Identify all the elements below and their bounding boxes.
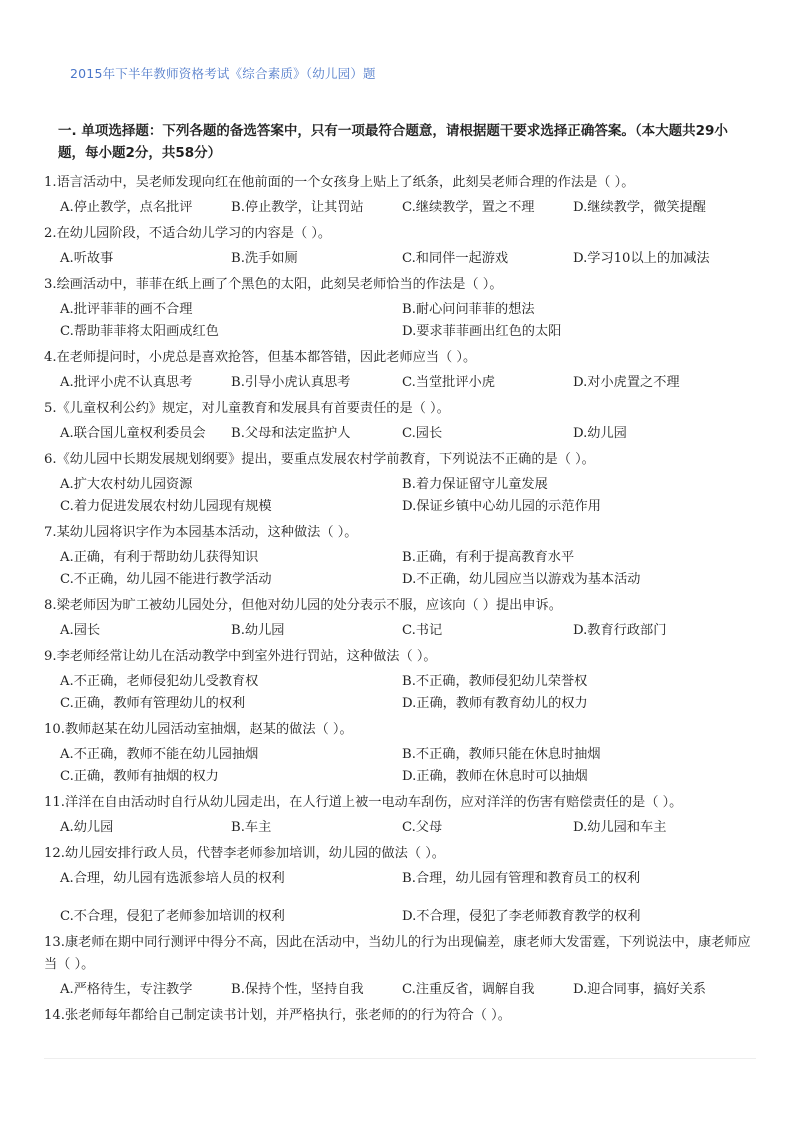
option-b: B.耐心问问菲菲的想法	[402, 302, 535, 317]
option-b: B.不正确，教师侵犯幼儿荣誉权	[402, 674, 588, 689]
option-d: D.幼儿园	[573, 426, 627, 441]
option-a: A.批评小虎不认真思考	[60, 375, 193, 390]
question-14	[44, 1005, 756, 1027]
question-stem: 13.康老师在期中同行测评中得分不高，因此在活动中，当幼儿的行为出现偏差，康老师大发雷霆，下列说法中，康老师应当（ ）。	[44, 935, 751, 972]
option-a: A.联合国儿童权利委员会	[60, 426, 206, 441]
option-d: D.正确，教师在休息时可以抽烟	[402, 769, 588, 784]
option-b: B.合理，幼儿园有管理和教育员工的权利	[402, 871, 641, 886]
question-12	[44, 843, 756, 928]
option-c: C.和同伴一起游戏	[402, 251, 509, 266]
option-b: B.引导小虎认真思考	[231, 375, 351, 390]
option-d: D.幼儿园和车主	[573, 820, 667, 835]
option-b: B.保持个性，坚持自我	[231, 982, 364, 997]
option-a: A.听故事	[60, 251, 114, 266]
question-3	[44, 274, 756, 343]
question-10	[44, 719, 756, 788]
question-7	[44, 522, 756, 591]
option-c: C.注重反省，调解自我	[402, 982, 535, 997]
option-d: D.教育行政部门	[573, 623, 667, 638]
question-stem: 12.幼儿园安排行政人员，代替李老师参加培训，幼儿园的做法（ ）。	[44, 846, 445, 861]
question-4	[44, 347, 756, 394]
question-stem: 4.在老师提问时，小虎总是喜欢抢答，但基本都答错，因此老师应当（ ）。	[44, 350, 477, 365]
option-d: D.正确，教师有教育幼儿的权力	[402, 696, 588, 711]
option-d: D.要求菲菲画出红色的太阳	[402, 324, 562, 339]
option-a: A.扩大农村幼儿园资源	[60, 477, 193, 492]
question-13	[44, 932, 756, 1001]
option-a: A.停止教学，点名批评	[60, 200, 193, 215]
question-5	[44, 398, 756, 445]
option-a: A.园长	[60, 623, 101, 638]
question-stem: 9.李老师经常让幼儿在活动教学中到室外进行罚站，这种做法（ ）。	[44, 649, 437, 664]
option-a: A.正确，有利于帮助幼儿获得知识	[60, 550, 259, 565]
option-a: A.严格待生，专注教学	[60, 982, 193, 997]
option-c: C.不合理，侵犯了老师参加培训的权利	[60, 909, 285, 924]
question-stem: 11.洋洋在自由活动时自行从幼儿园走出，在人行道上被一电动车刮伤，应对洋洋的伤害有赔偿责任的是（ ）。	[44, 795, 683, 810]
question-8	[44, 595, 756, 642]
option-c: C.正确，教师有管理幼儿的权利	[60, 696, 246, 711]
question-stem: 5.《儿童权利公约》规定，对儿童教育和发展具有首要责任的是（ ）。	[44, 401, 450, 416]
question-stem: 6.《幼儿园中长期发展规划纲要》提出，要重点发展农村学前教育，下列说法不正确的是（ ）。	[44, 452, 595, 467]
question-stem: 10.教师赵某在幼儿园活动室抽烟，赵某的做法（ ）。	[44, 722, 353, 737]
section-heading: 一. 单项选择题：下列各题的备选答案中，只有一项最符合题意，请根据题干要求选择正确答案。（本大题共29小题，每小题2分，共58分）	[58, 123, 728, 161]
option-d: D.不正确，幼儿园应当以游戏为基本活动	[402, 572, 641, 587]
option-b: B.幼儿园	[231, 623, 285, 638]
option-c: C.正确，教师有抽烟的权力	[60, 769, 219, 784]
option-c: C.父母	[402, 820, 443, 835]
option-d: D.继续教学，微笑提醒	[573, 200, 706, 215]
page-bottom-divider	[44, 1058, 756, 1059]
option-b: B.洗手如厕	[231, 251, 298, 266]
question-1	[44, 172, 756, 219]
option-b: B.父母和法定监护人	[231, 426, 351, 441]
option-b: B.不正确，教师只能在休息时抽烟	[402, 747, 601, 762]
option-b: B.车主	[231, 820, 272, 835]
option-c: C.园长	[402, 426, 443, 441]
question-stem: 1.语言活动中，吴老师发现向红在他前面的一个女孩身上贴上了纸条，此刻吴老师合理的作法是（ ）。	[44, 175, 635, 190]
option-a: A.合理，幼儿园有选派参培人员的权利	[60, 871, 285, 886]
option-c: C.当堂批评小虎	[402, 375, 495, 390]
document-title: 2015年下半年教师资格考试《综合素质》（幼儿园）题	[70, 66, 376, 81]
question-9	[44, 646, 756, 715]
question-6	[44, 449, 756, 518]
option-d: D.迎合同事，搞好关系	[573, 982, 706, 997]
option-d: D.不合理，侵犯了李老师教育教学的权利	[402, 909, 641, 924]
question-stem: 7.某幼儿园将识字作为本园基本活动，这种做法（ ）。	[44, 525, 358, 540]
option-a: A.不正确，老师侵犯幼儿受教育权	[60, 674, 259, 689]
option-c: C.着力促进发展农村幼儿园现有规模	[60, 499, 272, 514]
question-2	[44, 223, 756, 270]
question-list	[44, 168, 756, 1027]
question-stem: 3.绘画活动中，菲菲在纸上画了个黑色的太阳，此刻吴老师恰当的作法是（ ）。	[44, 277, 503, 292]
option-d: D.对小虎置之不理	[573, 375, 680, 390]
option-c: C.继续教学，置之不理	[402, 200, 535, 215]
option-c: C.不正确，幼儿园不能进行教学活动	[60, 572, 272, 587]
option-a: A.幼儿园	[60, 820, 114, 835]
option-d: D.保证乡镇中心幼儿园的示范作用	[402, 499, 601, 514]
option-d: D.学习10以上的加减法	[573, 251, 710, 266]
question-11	[44, 792, 756, 839]
option-b: B.正确，有利于提高教育水平	[402, 550, 575, 565]
option-b: B.着力保证留守儿童发展	[402, 477, 548, 492]
option-c: C.书记	[402, 623, 443, 638]
question-stem: 8.梁老师因为旷工被幼儿园处分，但他对幼儿园的处分表示不服，应该向（ ）提出申诉。	[44, 598, 562, 613]
option-a: A.批评菲菲的画不合理	[60, 302, 193, 317]
option-a: A.不正确，教师不能在幼儿园抽烟	[60, 747, 259, 762]
option-b: B.停止教学，让其罚站	[231, 200, 364, 215]
option-c: C.帮助菲菲将太阳画成红色	[60, 324, 219, 339]
question-stem: 14.张老师每年都给自己制定读书计划，并严格执行，张老师的的行为符合（ ）。	[44, 1008, 511, 1023]
question-stem: 2.在幼儿园阶段，不适合幼儿学习的内容是（ ）。	[44, 226, 332, 241]
